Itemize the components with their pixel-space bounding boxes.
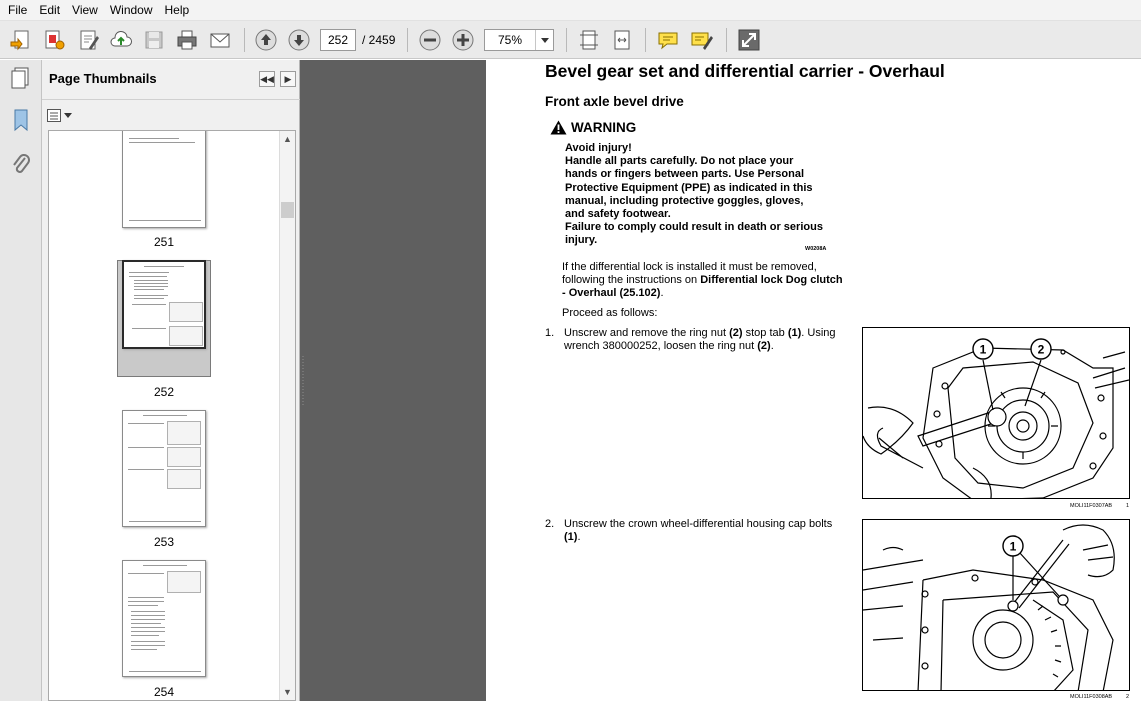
cross-reference-link[interactable]: Differential lock Dog clutch - Overhaul (25.102) [562, 274, 843, 299]
menu-window[interactable]: Window [109, 2, 153, 17]
thumbnail-label: 251 [153, 235, 175, 249]
pdf-page [486, 60, 1141, 701]
figure-number: 2 [1126, 694, 1130, 700]
differential-lock-paragraph [562, 261, 844, 300]
menu-bar [0, 0, 1141, 21]
thumbnail-label: 252 [153, 385, 175, 399]
email-icon[interactable] [207, 27, 233, 53]
page-thumbnails-icon[interactable] [7, 64, 35, 92]
toolbar-separator [244, 28, 245, 52]
page-number-input[interactable]: 252 [320, 29, 356, 51]
create-pdf-icon[interactable] [8, 27, 34, 53]
menu-help[interactable]: Help [164, 2, 190, 17]
step-number: 2. [545, 518, 555, 530]
zoom-out-icon[interactable] [417, 27, 443, 53]
navigation-rail [0, 60, 42, 701]
proceed-text: Proceed as follows: [562, 307, 658, 319]
warning-line: Failure to comply could result in death or serious injury. [565, 221, 823, 247]
edit-pdf-icon[interactable] [41, 27, 67, 53]
collapse-panel-icon[interactable]: ◀◀ [259, 71, 275, 87]
step-text: Unscrew the crown wheel-differential housing cap bolts (1). [564, 518, 833, 543]
comment-icon[interactable] [655, 27, 681, 53]
toolbar-separator [407, 28, 408, 52]
thumbnails-list[interactable] [48, 130, 296, 701]
toolbar-separator [645, 28, 646, 52]
figure-cap-bolts [862, 519, 1130, 691]
thumbnail-label: 253 [153, 535, 175, 549]
scroll-up-icon[interactable]: ▲ [283, 134, 292, 144]
paragraph-text: . [660, 287, 664, 299]
save-icon[interactable] [141, 27, 167, 53]
callout-2: 2 [1037, 342, 1045, 357]
warning-heading [550, 120, 636, 135]
next-page-icon[interactable] [286, 27, 312, 53]
figure-ring-nut [862, 327, 1130, 499]
panel-next-icon[interactable]: ▶ [280, 71, 296, 87]
paragraph-text: If the differential lock is installed it must be removed, following the instructions on [562, 261, 817, 286]
toolbar-separator [726, 28, 727, 52]
zoom-value: 75% [497, 33, 523, 47]
warning-line: Handle all parts carefully. Do not place your hands or fingers between parts. Use Personal Protective Equipment (PPE) as indicated in this manual, including protective goggles, gloves, and safety footwear. [565, 155, 813, 221]
scrollbar-thumb[interactable] [281, 202, 294, 218]
attachments-icon[interactable] [7, 150, 35, 178]
scroll-down-icon[interactable]: ▼ [283, 687, 292, 697]
warning-title: WARNING [571, 120, 637, 135]
panel-header [42, 60, 300, 100]
toolbar-separator [566, 28, 567, 52]
warning-code: W0208A [805, 246, 827, 252]
warning-line: Avoid injury! [565, 142, 632, 154]
callout-1: 1 [979, 342, 987, 357]
menu-view[interactable]: View [72, 2, 98, 17]
page-total: / 2459 [362, 33, 396, 47]
thumbnail-label: 254 [153, 685, 175, 699]
upload-cloud-icon[interactable] [108, 27, 134, 53]
fullscreen-icon[interactable] [736, 27, 762, 53]
thumbnails-scrollbar[interactable] [279, 131, 295, 700]
callout-1: 1 [1009, 539, 1017, 554]
page-heading: Bevel gear set and differential carrier - Overhaul [545, 61, 945, 81]
step-text: Unscrew and remove the ring nut (2) stop tab (1). Using wrench 380000252, loosen the ring nut (2). [564, 327, 836, 352]
panel-title: Page Thumbnails [49, 71, 157, 86]
warning-triangle-icon [550, 120, 567, 135]
ring-nut-illustration [863, 328, 1130, 499]
fit-page-icon[interactable] [576, 27, 602, 53]
fit-width-icon[interactable] [609, 27, 635, 53]
prev-page-icon[interactable] [253, 27, 279, 53]
cap-bolts-illustration [863, 520, 1130, 691]
print-icon[interactable] [174, 27, 200, 53]
zoom-select[interactable] [484, 29, 554, 51]
bookmarks-icon[interactable] [7, 106, 35, 134]
figure-code: MOLI11F0307AB [1070, 503, 1113, 509]
toolbar [0, 21, 1141, 59]
sign-icon[interactable] [76, 27, 102, 53]
chevron-down-icon[interactable] [535, 30, 553, 50]
step-number: 1. [545, 327, 555, 339]
thumbnail-page-253[interactable] [122, 410, 206, 527]
zoom-in-icon[interactable] [450, 27, 476, 53]
figure-number: 1 [1126, 503, 1130, 509]
warning-text [565, 142, 823, 248]
thumbnail-page-251[interactable] [122, 130, 206, 228]
thumbnails-panel [42, 60, 300, 701]
figure-code: MOLI11F0308AB [1070, 694, 1113, 700]
page-subheading: Front axle bevel drive [545, 94, 684, 109]
thumbnail-options-button[interactable] [47, 107, 73, 123]
thumbnail-page-252[interactable] [122, 260, 206, 349]
thumbnail-page-254[interactable] [122, 560, 206, 677]
menu-edit[interactable]: Edit [39, 2, 61, 17]
highlight-icon[interactable] [688, 27, 714, 53]
menu-file[interactable]: File [8, 2, 28, 17]
